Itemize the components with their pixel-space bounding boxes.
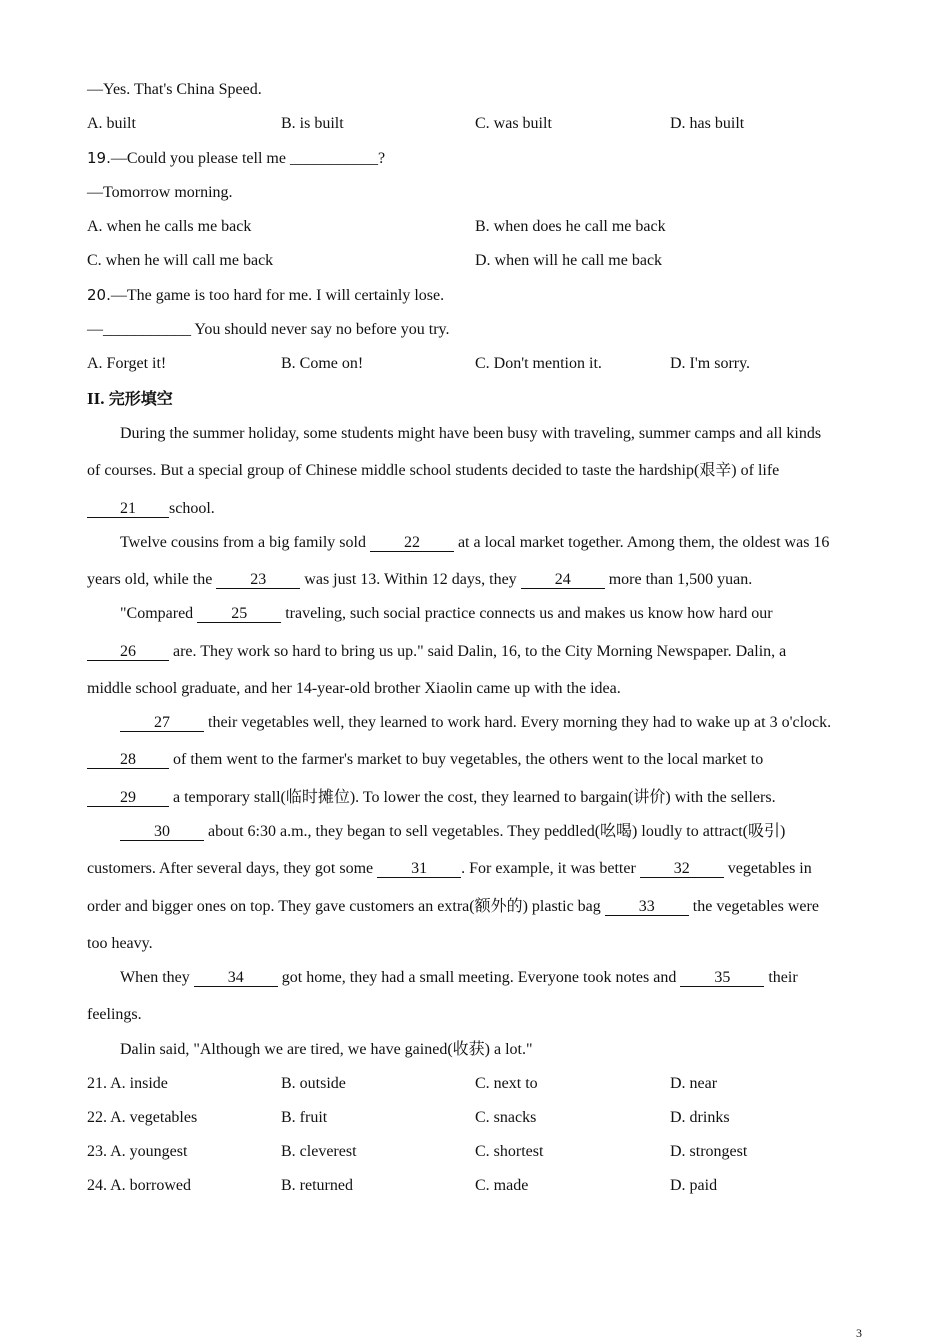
passage-line [87, 642, 786, 662]
q18-option-a: A. built [87, 115, 136, 132]
q19-number: 19. [87, 149, 111, 167]
passage-line [87, 570, 752, 590]
q18-options [87, 114, 867, 134]
choice-22-a: 22. A. vegetables [87, 1109, 198, 1126]
blank-31: 31 [377, 861, 461, 878]
q20-text: —The game is too hard for me. I will certainly lose. [110, 287, 445, 304]
q20-option-d: D. I'm sorry. [670, 355, 751, 372]
q19-options-row1 [87, 217, 867, 237]
q20-options [87, 354, 867, 374]
q20-option-b: B. Come on! [281, 355, 364, 372]
choice-23-d: D. strongest [670, 1143, 748, 1160]
passage-line [87, 750, 763, 770]
passage-text: school. [169, 500, 215, 517]
passage-line [87, 604, 773, 624]
passage-text: of them went to the farmer's market to buy vegetables, the others went to the local market to [169, 751, 764, 768]
q20-option-a: A. Forget it! [87, 355, 167, 372]
passage-line [87, 499, 215, 519]
q19-option-d: D. when will he call me back [475, 252, 663, 269]
blank-21: 21 [87, 501, 169, 518]
choice-22-c: C. snacks [475, 1109, 537, 1126]
passage-text: their [764, 969, 798, 986]
passage-text: their vegetables well, they learned to work hard. Every morning they had to wake up at 3 o'clock. [204, 714, 832, 731]
q19-options-row2 [87, 251, 867, 271]
q19-option-a: A. when he calls me back [87, 218, 252, 235]
passage-line [87, 897, 819, 917]
blank-25: 25 [197, 606, 281, 623]
passage-text: vegetables in [723, 860, 812, 877]
choice-24-b: B. returned [281, 1177, 353, 1194]
passage-line [87, 968, 798, 988]
choice-23-b: B. cleverest [281, 1143, 357, 1160]
choice-row-22 [87, 1108, 867, 1128]
choice-row-23 [87, 1142, 867, 1162]
choice-21-c: C. next to [475, 1075, 538, 1092]
blank-28: 28 [87, 752, 169, 769]
blank-24: 24 [521, 572, 605, 589]
passage-line [87, 822, 785, 842]
passage-line: middle school graduate, and her 14-year-old brother Xiaolin came up with the idea. [87, 680, 621, 697]
passage-line: too heavy. [87, 935, 153, 952]
blank-35: 35 [680, 970, 764, 987]
passage-line [87, 713, 831, 733]
passage-text: are. They work so hard to bring us up." said Dalin, 16, to the City Morning Newspaper. Dalin, a [169, 643, 787, 660]
passage-line: Dalin said, "Although we are tired, we have gained(收获) a lot." [120, 1041, 533, 1058]
choice-21-d: D. near [670, 1075, 718, 1092]
passage-text: a temporary stall(临时摊位). To lower the cost, they learned to bargain(讲价) with the sellers. [169, 789, 776, 806]
passage-text: traveling, such social practice connects us and makes us know how hard our [281, 605, 773, 622]
blank-33: 33 [605, 899, 689, 916]
section-number: II. [87, 389, 109, 408]
passage-text: at a local market together. Among them, the oldest was 16 [453, 534, 830, 551]
passage-text: order and bigger ones on top. They gave customers an extra(额外的) plastic bag [87, 898, 605, 915]
passage-line [87, 788, 776, 808]
choice-23-a: 23. A. youngest [87, 1143, 188, 1160]
q19-question [87, 148, 385, 169]
q20-question [87, 285, 444, 306]
q18-option-b: B. is built [281, 115, 344, 132]
choice-24-c: C. made [475, 1177, 529, 1194]
passage-text: . For example, it was better [461, 860, 640, 877]
q19-option-b: B. when does he call me back [475, 218, 666, 235]
blank-22: 22 [370, 535, 454, 552]
passage-text: more than 1,500 yuan. [604, 571, 753, 588]
passage-line [87, 533, 829, 553]
q19-option-c: C. when he will call me back [87, 252, 274, 269]
section-title: 完形填空 [108, 389, 173, 408]
passage-text: the vegetables were [688, 898, 819, 915]
blank-30: 30 [120, 824, 204, 841]
choice-22-d: D. drinks [670, 1109, 730, 1126]
choice-row-24 [87, 1176, 867, 1196]
passage-text: was just 13. Within 12 days, they [300, 571, 521, 588]
q18-reply: —Yes. That's China Speed. [87, 81, 262, 98]
passage-text: about 6:30 a.m., they began to sell vegetables. They peddled(吆喝) loudly to attract(吸引) [204, 823, 786, 840]
choice-23-c: C. shortest [475, 1143, 544, 1160]
passage-text: Twelve cousins from a big family sold [120, 534, 370, 551]
choice-21-b: B. outside [281, 1075, 346, 1092]
q18-option-d: D. has built [670, 115, 745, 132]
q20-reply: —___________ You should never say no before you try. [87, 321, 450, 338]
blank-32: 32 [640, 861, 724, 878]
passage-text: got home, they had a small meeting. Everyone took notes and [277, 969, 681, 986]
blank-34: 34 [194, 970, 278, 987]
choice-21-a: 21. A. inside [87, 1075, 168, 1092]
q18-option-c: C. was built [475, 115, 552, 132]
passage-line: feelings. [87, 1006, 142, 1023]
passage-line [87, 859, 812, 879]
q20-number: 20. [87, 286, 111, 304]
q19-reply: —Tomorrow morning. [87, 184, 233, 201]
choice-row-21 [87, 1074, 867, 1094]
blank-26: 26 [87, 644, 169, 661]
section-heading [87, 389, 173, 409]
choice-24-a: 24. A. borrowed [87, 1177, 191, 1194]
page-number: 3 [856, 1326, 862, 1340]
choice-22-b: B. fruit [281, 1109, 328, 1126]
passage-line: of courses. But a special group of Chinese middle school students decided to taste the hardship(艰辛) of life [87, 462, 780, 479]
passage-text: years old, while the [87, 571, 217, 588]
blank-29: 29 [87, 790, 169, 807]
q19-text: —Could you please tell me ___________? [110, 150, 386, 167]
q20-option-c: C. Don't mention it. [475, 355, 602, 372]
passage-text: "Compared [120, 605, 198, 622]
blank-27: 27 [120, 715, 204, 732]
blank-23: 23 [216, 572, 300, 589]
passage-text: When they [120, 969, 194, 986]
passage-line: During the summer holiday, some students might have been busy with traveling, summer camps and all kinds [120, 425, 822, 442]
choice-24-d: D. paid [670, 1177, 718, 1194]
passage-text: customers. After several days, they got some [87, 860, 378, 877]
